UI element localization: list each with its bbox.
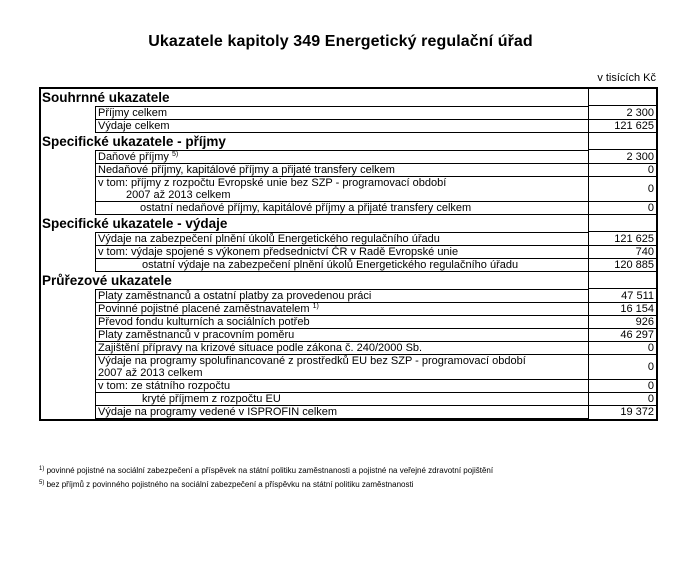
table-row xyxy=(40,232,657,246)
row-value: 740 xyxy=(588,246,657,259)
footnote-ref: 5) xyxy=(171,150,179,158)
row-label-cell xyxy=(40,289,588,303)
row-label-text: Povinné pojistné placené zaměstnavatelem xyxy=(98,302,310,315)
table-row xyxy=(40,355,657,380)
table-row xyxy=(40,106,657,120)
row-label-cell xyxy=(40,120,588,133)
row-label-line2: 2007 až 2013 celkem xyxy=(98,366,203,379)
row-label-cell xyxy=(40,202,588,215)
table-row xyxy=(40,289,657,303)
row-label: Platy zaměstnanců a ostatní platby za provedenou práci xyxy=(95,289,588,303)
row-label-cell xyxy=(40,342,588,355)
table-row xyxy=(40,150,657,164)
row-label xyxy=(95,303,588,316)
row-label-cell xyxy=(40,150,588,164)
table-row xyxy=(40,380,657,393)
row-value: 46 297 xyxy=(588,329,657,342)
row-label xyxy=(95,202,588,215)
row-label-cell xyxy=(40,303,588,316)
row-label-text: ostatní výdaje na zabezpečení plnění úkolů Energetického regulačního úřadu xyxy=(142,258,519,271)
row-label-line1: v tom: příjmy z rozpočtu Evropské unie bez SZP - programovací období xyxy=(98,176,447,189)
table-row xyxy=(40,202,657,215)
row-label xyxy=(95,177,588,202)
section-row xyxy=(40,133,657,150)
row-label-text: kryté příjmem z rozpočtu EU xyxy=(142,392,281,405)
row-value: 926 xyxy=(588,316,657,329)
row-value: 0 xyxy=(588,342,657,355)
row-label-text: ostatní nedaňové příjmy, kapitálové příjmy a přijaté transfery celkem xyxy=(140,201,472,214)
row-label: Převod fondu kulturních a sociálních potřeb xyxy=(95,316,588,329)
row-label: Výdaje na programy vedené v ISPROFIN celkem xyxy=(95,406,588,419)
row-label-line2: 2007 až 2013 celkem xyxy=(126,188,231,201)
section-value-empty xyxy=(588,133,657,150)
row-label: Příjmy celkem xyxy=(95,106,588,120)
table-row xyxy=(40,120,657,133)
footnote-mark: 1) xyxy=(39,466,45,472)
row-label: Nedaňové příjmy, kapitálové příjmy a přijaté transfery celkem xyxy=(95,164,588,177)
row-label xyxy=(95,259,588,272)
row-value: 121 625 xyxy=(588,232,657,246)
table-row xyxy=(40,164,657,177)
footnote-ref: 1) xyxy=(312,302,319,310)
table-row xyxy=(40,329,657,342)
row-label-cell xyxy=(40,246,588,259)
table-row xyxy=(40,246,657,259)
footnote-mark: 5) xyxy=(39,480,45,486)
row-label: Výdaje na zabezpečení plnění úkolů Energetického regulačního úřadu xyxy=(95,232,588,246)
section-row xyxy=(40,88,657,106)
table-row xyxy=(40,393,657,406)
footnote-5 xyxy=(39,480,413,490)
row-label-cell xyxy=(40,355,588,380)
section-heading-expense: Specifické ukazatele - výdaje xyxy=(42,215,228,231)
indicators-table-wrap xyxy=(39,87,656,421)
page-title: Ukazatele kapitoly 349 Energetický regulační úřad xyxy=(148,33,533,50)
footnote-text: povinné pojistné na sociální zabezpečení a příspěvek na státní politiku zaměstnanosti a pojistné na veřejné zdravotní pojištění xyxy=(46,466,494,475)
row-label-cell xyxy=(40,164,588,177)
section-value-empty xyxy=(588,272,657,289)
row-value: 0 xyxy=(588,164,657,177)
row-value: 0 xyxy=(588,202,657,215)
row-value: 47 511 xyxy=(588,289,657,303)
row-value: 121 625 xyxy=(588,120,657,133)
footnote-text: bez příjmů z povinného pojistného na sociální zabezpečení a příspěvku na státní politiku zaměstnanosti xyxy=(46,480,414,489)
row-label-cell xyxy=(40,393,588,406)
row-label: v tom: ze státního rozpočtu xyxy=(95,380,588,393)
row-label-cell xyxy=(40,329,588,342)
row-label-cell xyxy=(40,316,588,329)
section-value-empty xyxy=(588,88,657,106)
indicators-table xyxy=(39,87,658,421)
footnote-1 xyxy=(39,466,493,476)
table-row xyxy=(40,316,657,329)
section-row xyxy=(40,215,657,232)
section-row xyxy=(40,272,657,289)
row-value: 120 885 xyxy=(588,259,657,272)
table-row xyxy=(40,259,657,272)
row-value: 0 xyxy=(588,380,657,393)
unit-label: v tisících Kč xyxy=(597,72,656,84)
row-value: 19 372 xyxy=(588,406,657,420)
row-label-cell xyxy=(40,177,588,202)
row-value: 0 xyxy=(588,177,657,202)
row-label-cell xyxy=(40,259,588,272)
section-value-empty xyxy=(588,215,657,232)
row-value: 0 xyxy=(588,355,657,380)
row-label xyxy=(95,355,588,380)
row-label-line1: Výdaje na programy spolufinancované z prostředků EU bez SZP - programovací období xyxy=(98,354,526,367)
row-value: 16 154 xyxy=(588,303,657,316)
table-row xyxy=(40,406,657,420)
section-heading-summary: Souhrnné ukazatele xyxy=(42,89,170,105)
row-value: 0 xyxy=(588,393,657,406)
table-row xyxy=(40,177,657,202)
row-label-cell xyxy=(40,232,588,246)
row-label xyxy=(95,150,588,164)
row-label: Výdaje celkem xyxy=(95,120,588,133)
row-value: 2 300 xyxy=(588,150,657,164)
section-heading-cross: Průřezové ukazatele xyxy=(42,272,172,288)
table-row xyxy=(40,342,657,355)
row-label: Zajištění přípravy na krizové situace podle zákona č. 240/2000 Sb. xyxy=(95,342,588,355)
row-label-cell xyxy=(40,380,588,393)
row-label-cell xyxy=(40,106,588,120)
row-value: 2 300 xyxy=(588,106,657,120)
table-row xyxy=(40,303,657,316)
row-label-cell xyxy=(40,406,588,420)
row-label: Platy zaměstnanců v pracovním poměru xyxy=(95,329,588,342)
row-label: v tom: výdaje spojené s výkonem předsednictví ČR v Radě Evropské unie xyxy=(95,246,588,259)
row-label-text: Daňové příjmy xyxy=(98,150,169,163)
row-label xyxy=(95,393,588,406)
section-heading-income: Specifické ukazatele - příjmy xyxy=(42,133,226,149)
